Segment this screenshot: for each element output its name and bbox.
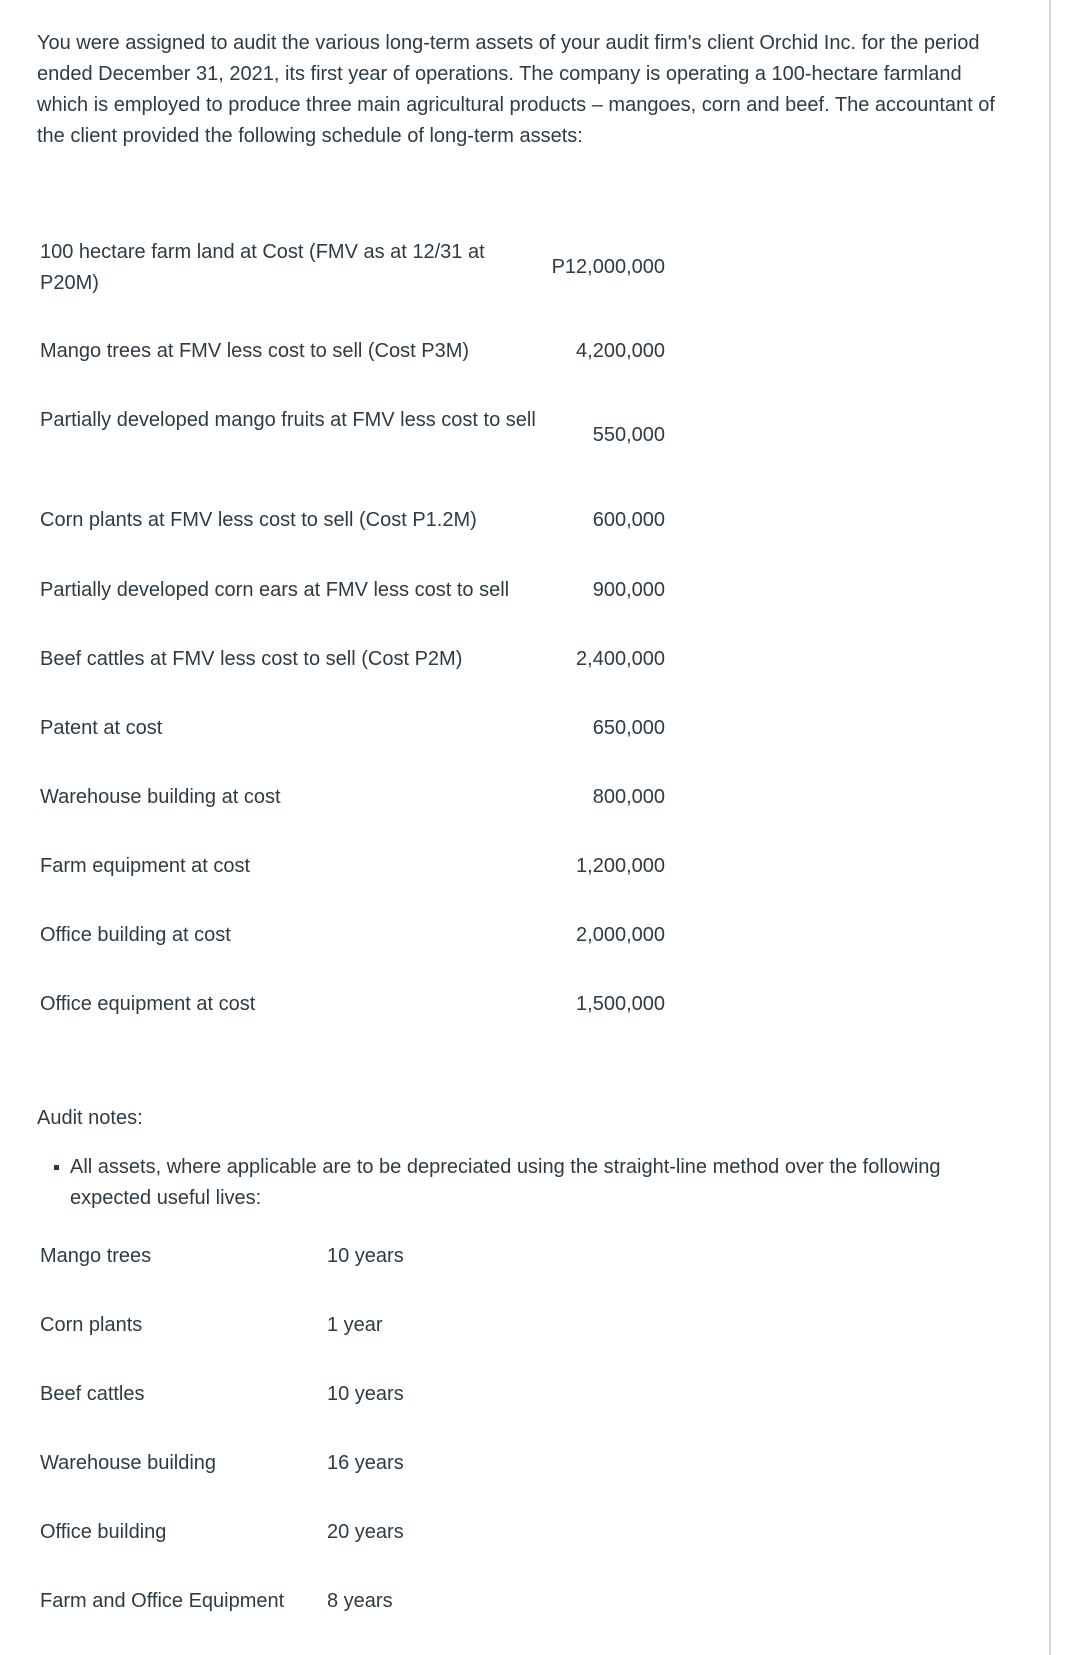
asset-label: Mango trees at FMV less cost to sell (Cost P3M) [40,340,470,362]
asset-amount: 1,200,000 [576,855,665,877]
asset-label: Partially developed mango fruits at FMV less cost to sell [40,409,536,431]
useful-life-label: Beef cattles [40,1383,145,1405]
useful-life-value: 1 year [327,1314,383,1336]
useful-life-label: Warehouse building [40,1452,217,1474]
asset-label: Beef cattles at FMV less cost to sell (Cost P2M) [40,648,463,670]
asset-amount: 600,000 [592,509,665,531]
audit-notes-list [50,1152,1000,1214]
useful-life-label: Farm and Office Equipment [40,1590,285,1612]
audit-note-item: All assets, where applicable are to be depreciated using the straight-line method over the following expected useful lives: [50,1152,1000,1214]
useful-life-value: 8 years [327,1590,393,1612]
useful-life-value: 10 years [327,1383,404,1405]
useful-life-label: Mango trees [40,1245,152,1267]
useful-life-value: 10 years [327,1245,404,1267]
asset-amount: P12,000,000 [551,256,665,278]
asset-amount: 4,200,000 [576,340,665,362]
asset-label: Office building at cost [40,924,231,946]
useful-life-label: Corn plants [40,1314,143,1336]
asset-label: Farm equipment at cost [40,855,251,877]
asset-amount: 2,000,000 [576,924,665,946]
asset-label: Corn plants at FMV less cost to sell (Cost P1.2M) [40,509,477,531]
useful-life-label: Office building [40,1521,167,1543]
useful-life-value: 20 years [327,1521,404,1543]
intro-paragraph: You were assigned to audit the various long-term assets of your audit firm's client Orchid Inc. for the period ended December 31, 2021, its first year of operations. The company is operating a 100-hectare farmland which is employed to produce three main agricultural products – mangoes, corn and beef. The accountant of the client provided the following schedule of long-term assets: [37,32,995,147]
asset-label: Warehouse building at cost [40,786,281,808]
audit-notes-heading: Audit notes: [37,1107,143,1129]
asset-label: Office equipment at cost [40,993,256,1015]
asset-amount: 1,500,000 [576,993,665,1015]
asset-amount: 900,000 [592,579,665,601]
asset-label: Partially developed corn ears at FMV less cost to sell [40,579,510,601]
asset-amount: 2,400,000 [576,648,665,670]
useful-life-value: 16 years [327,1452,404,1474]
asset-amount: 800,000 [592,786,665,808]
asset-amount: 650,000 [592,717,665,739]
asset-label: 100 hectare farm land at Cost (FMV as at 12/31 at P20M) [40,241,485,294]
asset-amount: 550,000 [592,424,665,446]
asset-label: Patent at cost [40,717,163,739]
